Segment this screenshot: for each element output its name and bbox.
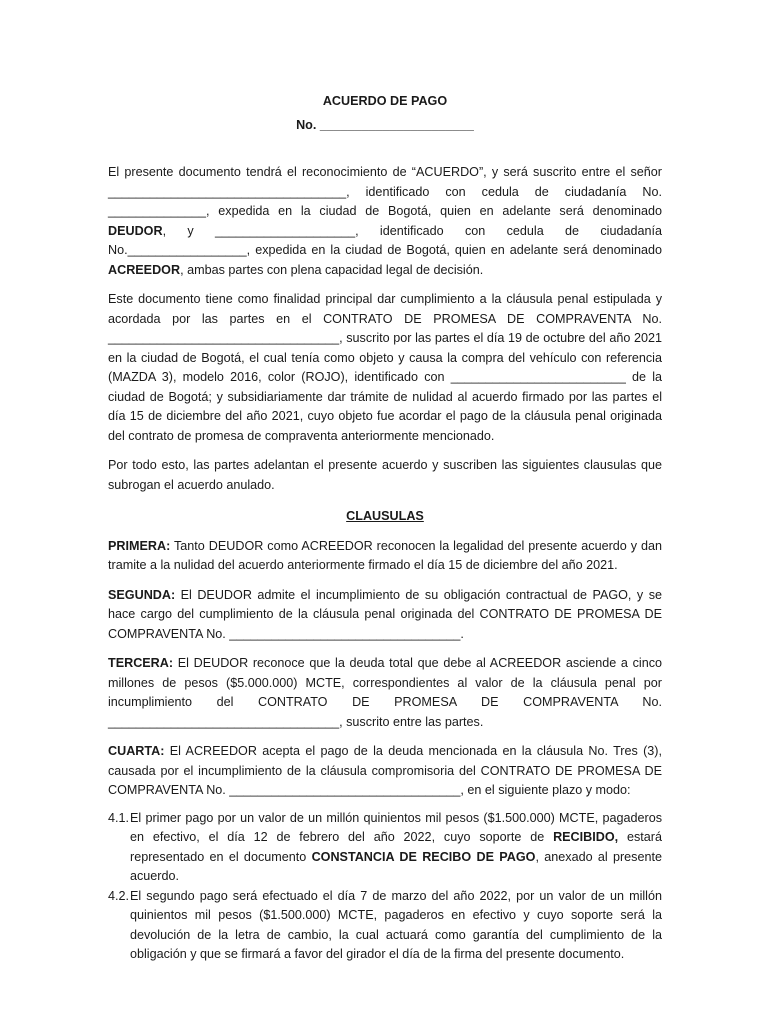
- clause-label: CUARTA:: [108, 744, 165, 758]
- acreedor-term: ACREEDOR: [108, 262, 181, 277]
- agreement-paragraph: Por todo esto, las partes adelantan el presente acuerdo y suscriben las siguientes clausulas que subrogan el acuerdo anulado.: [108, 458, 662, 492]
- clause-cuarta: [108, 742, 662, 801]
- item-text-2: estará representado en el documento: [130, 830, 662, 864]
- list-item-number: 4.1.: [108, 810, 130, 825]
- clause-label: TERCERA:: [108, 656, 174, 670]
- item-bold-2: CONSTANCIA DE RECIBO DE PAGO: [311, 849, 536, 864]
- item-bold-1: RECIBIDO,: [553, 830, 619, 844]
- clause-text: El DEUDOR reconoce que la deuda total que debe al ACREEDOR asciende a cinco millones de pesos ($5.000.000) MCTE, correspondientes al valor de la cláusula penal por incumplimiento del CONTRATO DE PROMESA DE COMPRAVENTA No. _________________________________, suscrito entre las partes.: [108, 656, 662, 729]
- list-item-text: [130, 809, 662, 887]
- clause-text: El ACREEDOR acepta el pago de la deuda mencionada en la cláusula No. Tres (3), causada por el incumplimiento de la cláusula compromisoria del CONTRATO DE PROMESA DE COMPRAVENTA No. _________________________________, en el siguiente plazo y modo:: [108, 744, 662, 797]
- list-item: [108, 809, 662, 887]
- intro-text-1: El presente documento tendrá el reconocimiento de “ACUERDO”, y será suscrito entre el señor __________________________________, identificado con cedula de ciudadanía No. ______________, expedida en la ciudad de Bogotá, quien en adelante será denominado: [108, 165, 662, 218]
- payment-list: [108, 809, 662, 965]
- clause-primera: [108, 537, 662, 576]
- item-text-3: , anexado al presente acuerdo.: [130, 849, 662, 883]
- intro-text-3: , ambas partes con plena capacidad legal de decisión.: [180, 262, 484, 277]
- document-title: ACUERDO DE PAGO: [322, 94, 448, 108]
- document-body: [108, 88, 662, 965]
- intro-paragraph: [108, 163, 662, 280]
- list-item: [108, 887, 662, 965]
- clause-text: El DEUDOR admite el incumplimiento de su obligación contractual de PAGO, y se hace cargo del cumplimiento de la cláusula penal originada del CONTRATO DE PROMESA DE COMPRAVENTA No. _________________________________.: [108, 587, 662, 641]
- list-item-text: El segundo pago será efectuado el día 7 de marzo del año 2022, por un valor de un millón quinientos mil pesos ($1.500.000) MCTE, pagaderos en efectivo y cuyo soporte será la devolución de la letra de cambio, la cual actuará como garantía del cumplimiento de la obligación y que se firmará a favor del girador el día de la firma del presente documento.: [130, 888, 662, 961]
- clause-text: Tanto DEUDOR como ACREEDOR reconocen la legalidad del presente acuerdo y dan tramite a la nulidad del acuerdo anteriormente firmado el día 15 de diciembre del año 2021.: [108, 538, 662, 572]
- clause-label: PRIMERA:: [108, 538, 171, 553]
- clause-segunda: [108, 586, 662, 645]
- list-item-number: 4.2.: [108, 888, 130, 903]
- intro-text-2: , y ____________________, identificado con cedula de ciudadanía No._________________, expedida en la ciudad de Bogotá, quien en adelante será denominado: [108, 223, 662, 257]
- purpose-paragraph: Este documento tiene como finalidad principal dar cumplimiento a la cláusula penal estipulada y acordada por las partes en el CONTRATO DE PROMESA DE COMPRAVENTA No. _________________________________, suscrito por las partes el día 19 de octubre del año 2021 en la ciudad de Bogotá, el cual tenía como objeto y causa la compra del vehículo con referencia (MAZDA 3), modelo 2016, color (ROJO), identificado con _________________________ de la ciudad de Bogotá; y subsidiariamente dar trámite de nulidad al acuerdo firmado por las partes el día 15 de diciembre del año 2021, cuyo objeto fue acordar el pago de la cláusula penal originada del contrato de promesa de compraventa anteriormente mencionado.: [108, 292, 662, 443]
- clause-tercera: [108, 654, 662, 732]
- item-text-1: El primer pago por un valor de un millón quinientos mil pesos ($1.500.000) MCTE, pagaderos en efectivo, el día 12 de febrero del año 2022, cuyo soporte de: [130, 810, 662, 844]
- clause-label: SEGUNDA:: [108, 587, 176, 602]
- deudor-term: DEUDOR: [108, 223, 163, 238]
- clausulas-heading: CLAUSULAS: [346, 509, 424, 523]
- document-number: No. ______________________: [296, 117, 474, 132]
